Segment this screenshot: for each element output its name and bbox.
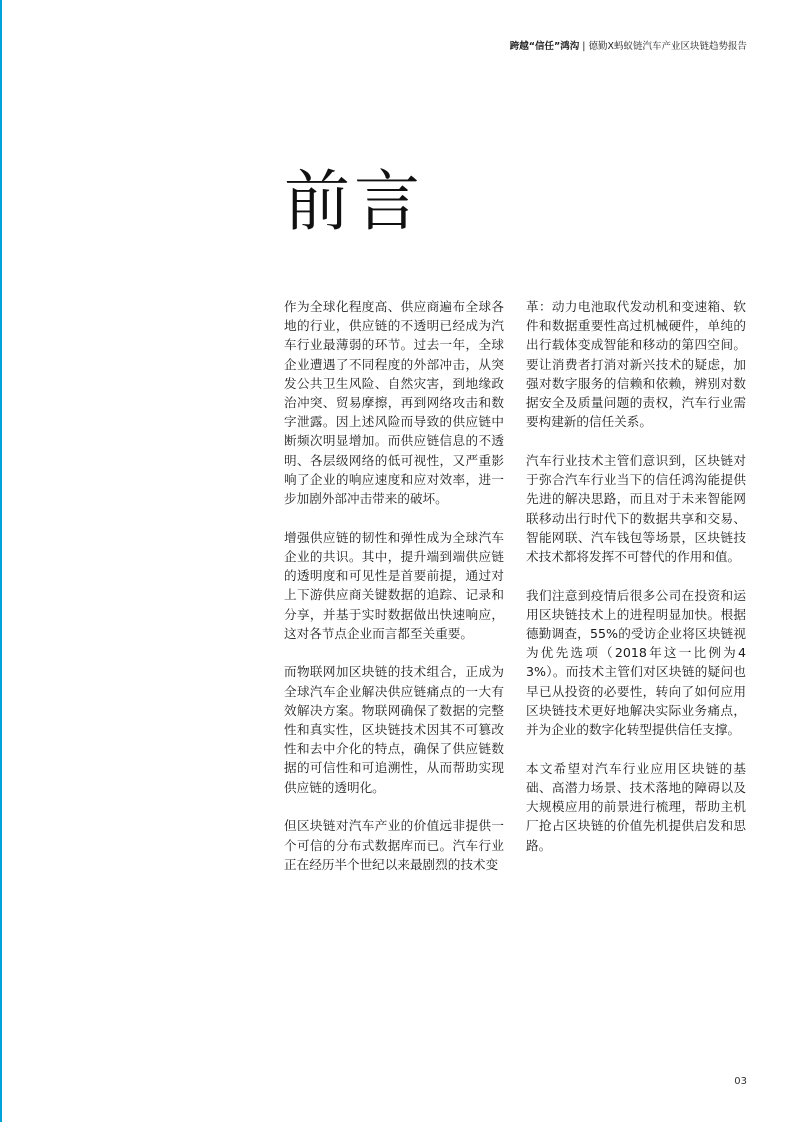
right-text-column: [526, 297, 746, 874]
left-text-column: [284, 297, 504, 893]
paragraph: 汽车行业技术主管们意识到，区块链对于弥合汽车行业当下的信任鸿沟能提供先进的解决思路，而且对于未来智能网联移动出行时代下的数据共享和交易、智能网联、汽车钱包等场景，区块链技术技术都将发挥不可替代的作用和值。: [526, 452, 746, 564]
paragraph: 而物联网加区块链的技术组合，正成为全球汽车企业解决供应链痛点的一大有效解决方案。物联网确保了数据的完整性和真实性，区块链技术因其不可篡改性和去中介化的特点，确保了供应链数据的可信性和可追溯性，从而帮助实现供应链的透明化。: [284, 664, 504, 795]
paragraph: 作为全球化程度高、供应商遍布全球各地的行业，供应链的不透明已经成为汽车行业最薄弱的环节。过去一年，全球企业遭遇了不同程度的外部冲击，从突发公共卫生风险、自然灾害，到地缘政治冲突、贸易摩擦，再到网络攻击和数字泄露。因上述风险而导致的供应链中断频次明显增加。而供应链信息的不透明、各层级网络的低可视性，又严重影响了企业的响应速度和应对效率，进一步加剧外部冲击带来的破坏。: [284, 299, 504, 507]
page-edge-accent-line: [0, 0, 2, 1122]
header-separator: |: [582, 41, 586, 52]
paragraph: 但区块链对汽车产业的价值远非提供一个可信的分布式数据库而已。汽车行业正在经历半个世纪以来最剧烈的技术变: [284, 818, 504, 872]
header-report-title: 跨越“信任”鸿沟: [509, 41, 580, 52]
paragraph: 我们注意到疫情后很多公司在投资和运用区块链技术上的进程明显加快。根据德勤调查，55%的受访企业将区块链视为优先选项（2018年这一比例为43%）。而技术主管们对区块链的疑问也早已从投资的必要性，转向了如何应用区块链技术更好地解决实际业务痛点，并为企业的数字化转型提供信任支撑。: [526, 587, 746, 738]
header-report-subtitle: 德勤X蚂蚁链汽车产业区块链趋势报告: [588, 41, 747, 52]
running-header: [510, 40, 747, 54]
paragraph: 本文希望对汽车行业应用区块链的基础、高潜力场景、技术落地的障碍以及大规模应用的前景进行梳理，帮助主机厂抢占区块链的价值先机提供启发和思路。: [526, 760, 746, 853]
paragraph: 增强供应链的韧性和弹性成为全球汽车企业的共识。其中，提升端到端供应链的透明度和可见性是首要前提，通过对上下游供应商关键数据的追踪、记录和分享，并基于实时数据做出快速响应，这对各节点企业而言都至关重要。: [284, 529, 504, 641]
page-number: 03: [734, 1076, 747, 1087]
page-title: 前言: [284, 163, 424, 240]
paragraph: 革：动力电池取代发动机和变速箱、软件和数据重要性高过机械硬件，单纯的出行载体变成智能和移动的第四空间。要让消费者打消对新兴技术的疑虑，加强对数字服务的信赖和依赖，辨别对数据安全及质量问题的责权，汽车行业需要构建新的信任关系。: [526, 299, 746, 430]
